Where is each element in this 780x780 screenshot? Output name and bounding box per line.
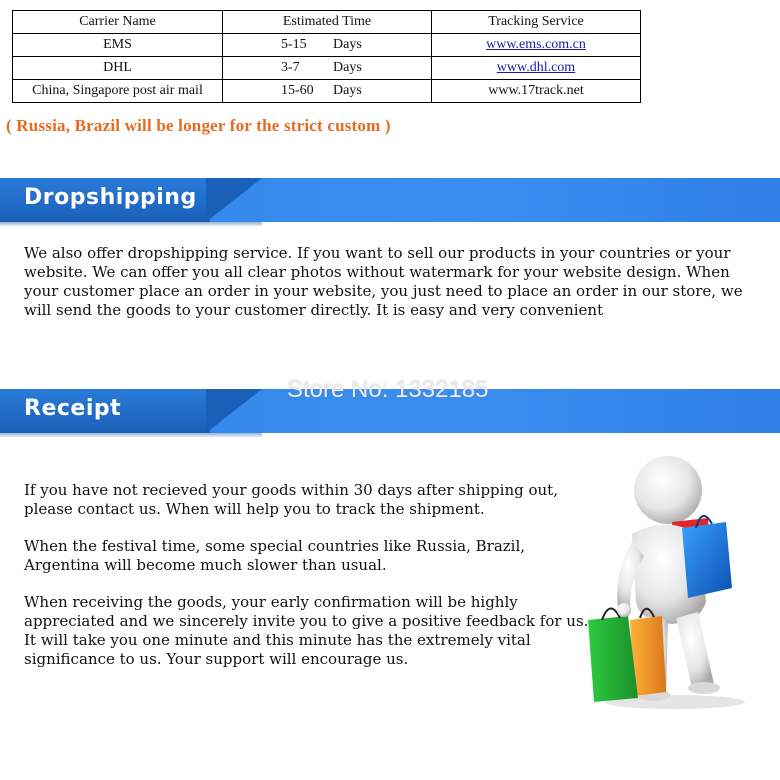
time-unit: Days bbox=[333, 60, 362, 75]
tracking-cell bbox=[432, 57, 641, 80]
banner-tab-slant bbox=[206, 389, 262, 433]
header-estimated-time: Estimated Time bbox=[223, 11, 432, 34]
shipping-table bbox=[12, 10, 641, 103]
time-cell bbox=[223, 57, 432, 80]
banner-tab-slant bbox=[206, 178, 262, 222]
time-cell bbox=[223, 34, 432, 57]
carrier-cell: China, Singapore post air mail bbox=[13, 80, 223, 103]
time-unit: Days bbox=[333, 83, 362, 98]
table-header-row bbox=[13, 11, 641, 34]
store-watermark: Store No: 1332185 bbox=[287, 376, 489, 403]
table-row bbox=[13, 34, 641, 57]
header-tracking-service: Tracking Service bbox=[432, 11, 641, 34]
carrier-cell: EMS bbox=[13, 34, 223, 57]
time-range: 5-15 bbox=[281, 37, 307, 52]
tracking-link-ems[interactable]: www.ems.com.cn bbox=[486, 37, 586, 52]
table-row bbox=[13, 80, 641, 103]
banner-shadow bbox=[0, 433, 262, 437]
customs-note: ( Russia, Brazil will be longer for the strict custom ) bbox=[6, 116, 391, 135]
receipt-paragraph: If you have not recieved your goods within 30 days after shipping out, please contact us. When will help you to track the shipment. bbox=[24, 481, 558, 518]
dropshipping-banner bbox=[0, 178, 780, 226]
dropshipping-title: Dropshipping bbox=[24, 185, 197, 210]
header-carrier-name: Carrier Name bbox=[13, 11, 223, 34]
dropshipping-text: We also offer dropshipping service. If you want to sell our products in your countries or your website. We can offer you all clear photos without watermark for your website design. When your customer place an order in your website, you just need to place an order in our store, we will send the goods to your customer directly. It is easy and very convenient bbox=[24, 244, 743, 319]
tracking-cell bbox=[432, 34, 641, 57]
time-unit: Days bbox=[333, 37, 362, 52]
time-range: 15-60 bbox=[281, 83, 314, 98]
banner-shadow bbox=[0, 222, 262, 226]
carrier-cell: DHL bbox=[13, 57, 223, 80]
receipt-paragraph: When the festival time, some special countries like Russia, Brazil, Argentina will become much slower than usual. bbox=[24, 537, 526, 574]
tracking-link-dhl[interactable]: www.dhl.com bbox=[496, 60, 576, 75]
time-cell bbox=[223, 80, 432, 103]
table-row bbox=[13, 57, 641, 80]
receipt-title: Receipt bbox=[24, 396, 122, 421]
shopper-figure-with-bags-icon bbox=[580, 452, 760, 712]
time-range: 3-7 bbox=[281, 60, 300, 75]
tracking-cell: www.17track.net bbox=[432, 80, 641, 103]
receipt-text bbox=[24, 481, 594, 687]
receipt-paragraph: When receiving the goods, your early confirmation will be highly appreciated and we sincerely invite you to give a positive feedback for us. It will take you one minute and this minute has the extremely vital significance to us. Your support will encourage us. bbox=[24, 593, 589, 668]
